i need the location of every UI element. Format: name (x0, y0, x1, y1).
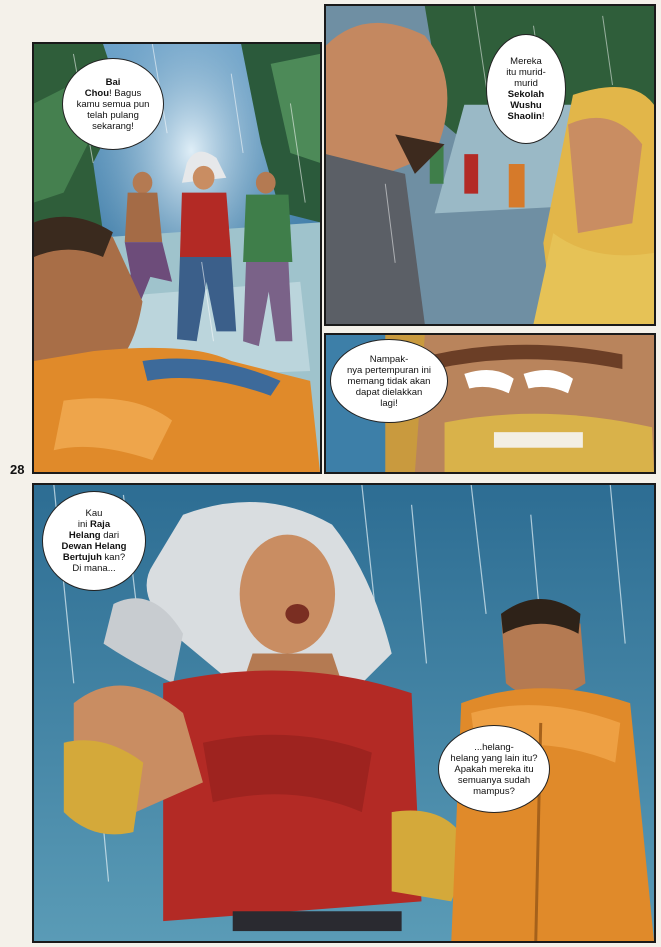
speech-bubble-1: Bai Chou! Bagus kamu semua pun telah pulang sekarang! (62, 58, 164, 150)
panel-1-forest-charge (32, 42, 322, 474)
page-number: 28 (10, 462, 25, 477)
speech-bubble-3: Nampak- nya pertempuran ini memang tidak akan dapat dielakkan lagi! (330, 339, 448, 423)
speech-bubble-5: ...helang- helang yang lain itu? Apakah mereka itu semuanya sudah mampus? (438, 725, 550, 813)
panel-4-confrontation (32, 483, 656, 943)
speech-bubble-2: Mereka itu murid- murid Sekolah Wushu Shaolin! (486, 34, 566, 144)
speech-bubble-4: Kau ini Raja Helang dari Dewan Helang Bertujuh kan? Di mana... (42, 491, 146, 591)
panel-2-monks (324, 4, 656, 326)
panel-3-angry-closeup (324, 333, 656, 474)
panel-2-art (326, 6, 654, 324)
